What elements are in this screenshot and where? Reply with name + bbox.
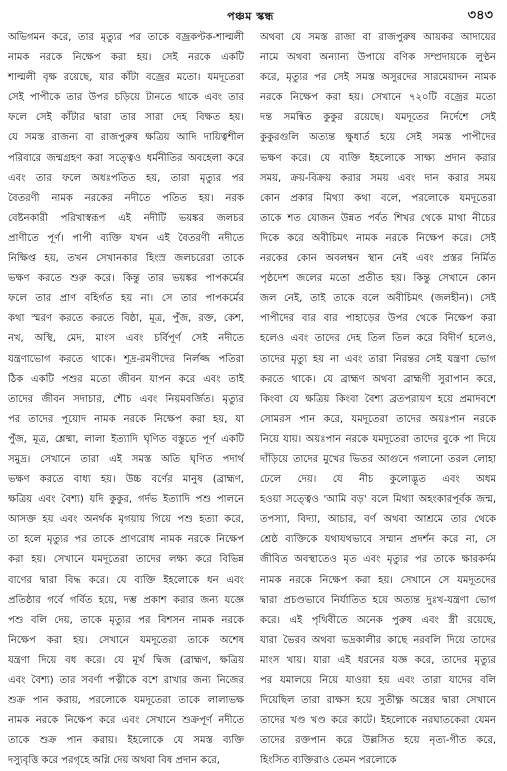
text-line: ভক্ষণ করতে বাধ্য হয়। উচ্চ বর্ণের মানুষ (ব্রাহ্মণ, [8, 474, 244, 486]
text-line: ঠিক একটি পশুর মতো জীবন যাপন করে এবং তাই [8, 373, 244, 385]
text-line: নরকে নিক্ষেপ করা হয়। সেখানে ৭২০টি বজ্রের মতো [260, 92, 496, 104]
text-line: যে সমস্ত রাজন্য বা রাজপুরুষ ক্ষত্রিয় আদি দায়িত্বশীল [8, 132, 244, 144]
text-line: করে। এই পৃথিবীতে অনেক পুরুষ এবং স্ত্রী রয়েছে, [260, 614, 496, 626]
text-line: শ্রেষ্ঠ ব্যক্তিকে যথাযথভাবে সম্মান প্রদর্শন করে না, সে [260, 534, 496, 546]
text-line: পুঁজ, মূত্র, শ্লেষ্মা, লালা ইত্যাদি ঘৃণিত বস্তুতে পূর্ণ একটি [8, 433, 244, 445]
text-line: নখ, অস্থি, মেদ, মাংস এবং চর্বিপূর্ণ সেই নদীতে [8, 333, 244, 345]
text-line: ভক্ষণ করে। যে ব্যক্তি ইহলোকে সাক্ষ্য প্রদান করার [260, 152, 496, 164]
text-line: হওয়া সত্ত্বেও 'আমি বড়' বলে মিথ্যা অহংকারপূর্বক জন্ম, [260, 494, 496, 506]
text-line: করা হয়। সেখানে যমদূতেরা তাদের লক্ষ্য করে বিভিন্ন [8, 554, 244, 566]
text-line: বৈতরণী নামক নরকের নদীতে পতিত হয়। নরক [8, 192, 244, 204]
page-header [8, 6, 493, 26]
text-line: দস্যুবৃত্তি করে পরগৃহে অগ্নি দেয় অথবা বিষ প্রদান করে, [8, 755, 220, 767]
text-line: নামে অথবা অন্যান্য উপায়ে বণিক সম্প্রদায়কে লুণ্ঠন [260, 52, 496, 64]
text-line: যারা ভৈরব অথবা ভদ্রকালীর কাছে নরবলি দিয়ে তাদের [260, 634, 496, 646]
text-line: পর তাদের পূয়োদ নামক নরকে নিক্ষেপ করা হয়, যা [8, 413, 244, 425]
text-line: তপস্যা, বিদ্যা, আচার, বর্ণ অথবা আশ্রমে তার থেকে [260, 514, 496, 526]
text-line: এবং বৈশ্য) তার সবর্ণা পত্নীকে বশে রাখার জন্য নিজের [8, 675, 244, 686]
text-line: দ্বারা প্রচণ্ডভাবে নির্যাতিত হয়ে অত্যন্ত দুঃখ-যন্ত্রণা ভোগ [260, 594, 496, 606]
text-line: হলেও এবং তাদের দেহ তিল তিল করে বিদীর্ণ হলেও, [260, 333, 496, 345]
text-line: শাল্মলী বৃক্ষ রয়েছে, যার কাঁটা বজ্রের মতো। যমদূতেরা [8, 72, 244, 84]
text-line: আসক্ত হয় এবং অনর্থক মৃগয়ায় গিয়ে পশু হত্যা করে, [8, 514, 244, 526]
text-line: পরিবারে জন্মগ্রহণ করা সত্ত্বেও ধর্মনীতির অবহেলা করে [8, 152, 244, 164]
text-line: বেষ্টনকারী পরিখাস্বরূপ এই নদীটি ভয়ঙ্কর জলচর [8, 212, 244, 224]
text-line: পাপীদের বার বার পাহাড়ের উপর থেকে নিক্ষেপ করা [260, 313, 496, 325]
text-line: নামক নরকে নিক্ষেপ করা হয়। সেখানে সে যমদূতদের [260, 574, 496, 586]
text-line: কোন প্রকার মিথ্যা কথা বলে, পরলোকে যমদূতেরা [260, 192, 496, 204]
left-column [8, 28, 244, 767]
text-line: শুক্র পান করায়, পরলোকে যমদূতেরা তাকে লালাভক্ষ [8, 695, 244, 707]
text-line: তাদের মৃত্যু হয় না এবং তারা নিরন্তর সেই যন্ত্রণা ভোগ [260, 353, 496, 365]
text-line: নামক নরকে নিক্ষেপ করা হয়। সেই নরকে একটি [8, 52, 244, 64]
text-line: সেই পাপীকে তার উপর চড়িয়ে টানতে থাকে এবং তার [8, 92, 244, 104]
text-line: পর যমালয়ে নিয়ে যাওয়া হয় এবং তারা যাদের বলি [260, 675, 496, 686]
text-line: ক্ষত্রিয় এবং বৈশ্য) যদি কুকুর, গর্দভ ইত্যাদি পশু পালনে [8, 494, 244, 506]
text-line: ভক্ষণ করতে শুরু করে। কিন্তু তার ভয়ঙ্কর পাপকর্মের [8, 273, 244, 285]
text-line: নিয়ে যায়। অয়ঃপান নরকে যমদূতেরা তাদের বুকে পা দিয়ে [260, 433, 496, 445]
text-line: প্রাণীতে পূর্ণ। পাপী ব্যক্তি যখন এই বৈতরণী নদীতে [8, 232, 244, 244]
text-line: ফলে সেই কাঁটার দ্বারা তার সারা দেহ বিক্ষত হয়। [8, 112, 244, 124]
text-line: পশু বলি দেয়, তাকে মৃত্যুর পর বিশসন নামক নরকে [8, 614, 244, 626]
text-line: জীবিত অবস্থাতেও মৃত এবং মৃত্যুর পর তাকে ক্ষারকর্দম [260, 554, 496, 566]
text-line: হিংসিত ব্যক্তিরাও তেমন পরলোকে [260, 755, 397, 767]
text-line: সময়, ক্রয়-বিক্রয় করার সময় এবং দান করার সময় [260, 172, 496, 184]
text-line: দিকে করে অবীচিমৎ নামক নরকে নিক্ষেপ করে। সেই [260, 232, 496, 244]
text-line: তাদের জীবন সদাচার, শৌচ এবং নিয়মবর্জিত। মৃত্যুর [8, 393, 244, 405]
right-column [260, 28, 496, 767]
text-line: যন্ত্রণাভোগ করতে থাকে। শূদ্র-রমণীদের নির্লজ্জ পতিরা [8, 353, 244, 365]
text-line: ঢেলে দেয়। যে নীচ কুলোদ্ভূত এবং অধম [260, 474, 496, 486]
text-line: মাংস খায়। যারা এই ধরনের যজ্ঞ করে, তাদের মৃত্যুর [260, 654, 496, 666]
text-line: বাণের দ্বারা বিদ্ধ করে। যে ব্যক্তি ইহলোকে ধন এবং [8, 574, 244, 586]
text-line: ফলে তার প্রাণ বহির্গত হয় না। সে তার পাপকর্মের [8, 293, 244, 305]
text-line: দাঁড়িয়ে তাদের মুখের ভিতর আগুনে গলানো তরল লোহা [260, 453, 496, 465]
page-number: ৩৪৩ [467, 8, 493, 23]
body-text [8, 28, 496, 767]
text-line: দিয়েছিল তারা রাক্ষস হয়ে সুতীক্ষ্ণ অস্ত্রের দ্বারা সেখানে [260, 695, 496, 707]
text-line: অভিগমন করে, তার মৃত্যুর পর তাকে বজ্রকণ্টক-শাল্মলী [8, 32, 244, 43]
text-line: কথা স্মরণ করতে করতে বিষ্ঠা, মূত্র, পুঁজ, রক্ত, কেশ, [8, 313, 244, 325]
text-line: সোমরস পান করে, যমদূতেরা তাদের অয়ঃপান নরকে [260, 413, 496, 425]
text-line: যন্ত্রণা দিয়ে বধ করে। যে মূর্খ দ্বিজ (ব্রাহ্মণ, ক্ষত্রিয় [8, 654, 244, 666]
text-line: পৃষ্ঠদেশ জলের মতো প্রতীত হয়। কিন্তু সেখানে কোন [260, 273, 496, 285]
text-line: নিক্ষেপ করা হয়। সেখানে যমদূতেরা তাকে অশেষ [8, 634, 244, 646]
text-line: তাদের খণ্ড খণ্ড করে কাটে। ইহলোকে নরঘাতকেরা যেমন [260, 715, 496, 727]
text-line: নিক্ষিপ্ত হয়, তখন সেখানকার হিংস্র জলচরেরা তাকে [8, 253, 244, 265]
text-line: দন্ত সমন্বিত কুকুর রয়েছে। যমদূতের নির্দেশে সেই [260, 112, 496, 124]
text-line: নরকের কোন অবলম্বন স্থান নেই এবং প্রস্তর নির্মিত [260, 253, 496, 265]
text-line: অথবা যে সমস্ত রাজা বা রাজপুরুষ আয়কর আদায়ের [260, 32, 496, 43]
chapter-title: পঞ্চম স্কন্ধ [227, 10, 274, 23]
text-line: জল নেই, তাই তাকে বলে অবীচিমৎ (জলহীন)। সেই [260, 293, 496, 305]
text-line: কুকুরগুলি অত্যন্ত ক্ষুধার্ত হয়ে সেই সমস্ত পাপীদের [260, 132, 496, 144]
text-line: এবং তার ফলে অধঃপতিত হয়, তারা মৃত্যুর পর [8, 172, 244, 184]
text-line: কিংবা যে ক্ষত্রিয় কিংবা বৈশ্য ব্রতপরায়ণ হয়ে প্রমাদবশে [260, 393, 496, 405]
text-line: নামক নরকে নিক্ষেপ করে এবং সেখানে শুক্রপূর্ণ নদীতে [8, 715, 244, 727]
text-line: প্রতিষ্ঠার গর্বে গর্বিত হয়ে, দম্ভ প্রকাশ করার জন্য যজ্ঞে [8, 594, 244, 606]
text-line: তা হলে মৃত্যুর পর তাকে প্রাণরোধ নামক নরকে নিক্ষেপ [8, 534, 244, 546]
text-line: তাকে শুক্র পান করায়। ইহলোকে যে সমস্ত ব্যক্তি [8, 735, 244, 747]
text-line: করে, মৃত্যুর পর সেই সমস্ত অসুরদের সারমেয়াদন নামক [260, 72, 496, 84]
text-line: তাকে শত যোজন উন্নত পর্বত শিখর থেকে মাথা নীচের [260, 212, 496, 224]
text-line: তাদের রক্তপান করে উল্লসিত হয়ে নৃত্য-গীত করে, [260, 735, 496, 747]
text-line: সমুদ্র। সেখানে তারা এই সমস্ত অতি ঘৃণিত পদার্থ [8, 453, 244, 465]
text-line: করতে থাকে। যে ব্রাহ্মণ অথবা ব্রাহ্মণী সুরাপান করে, [260, 373, 496, 385]
